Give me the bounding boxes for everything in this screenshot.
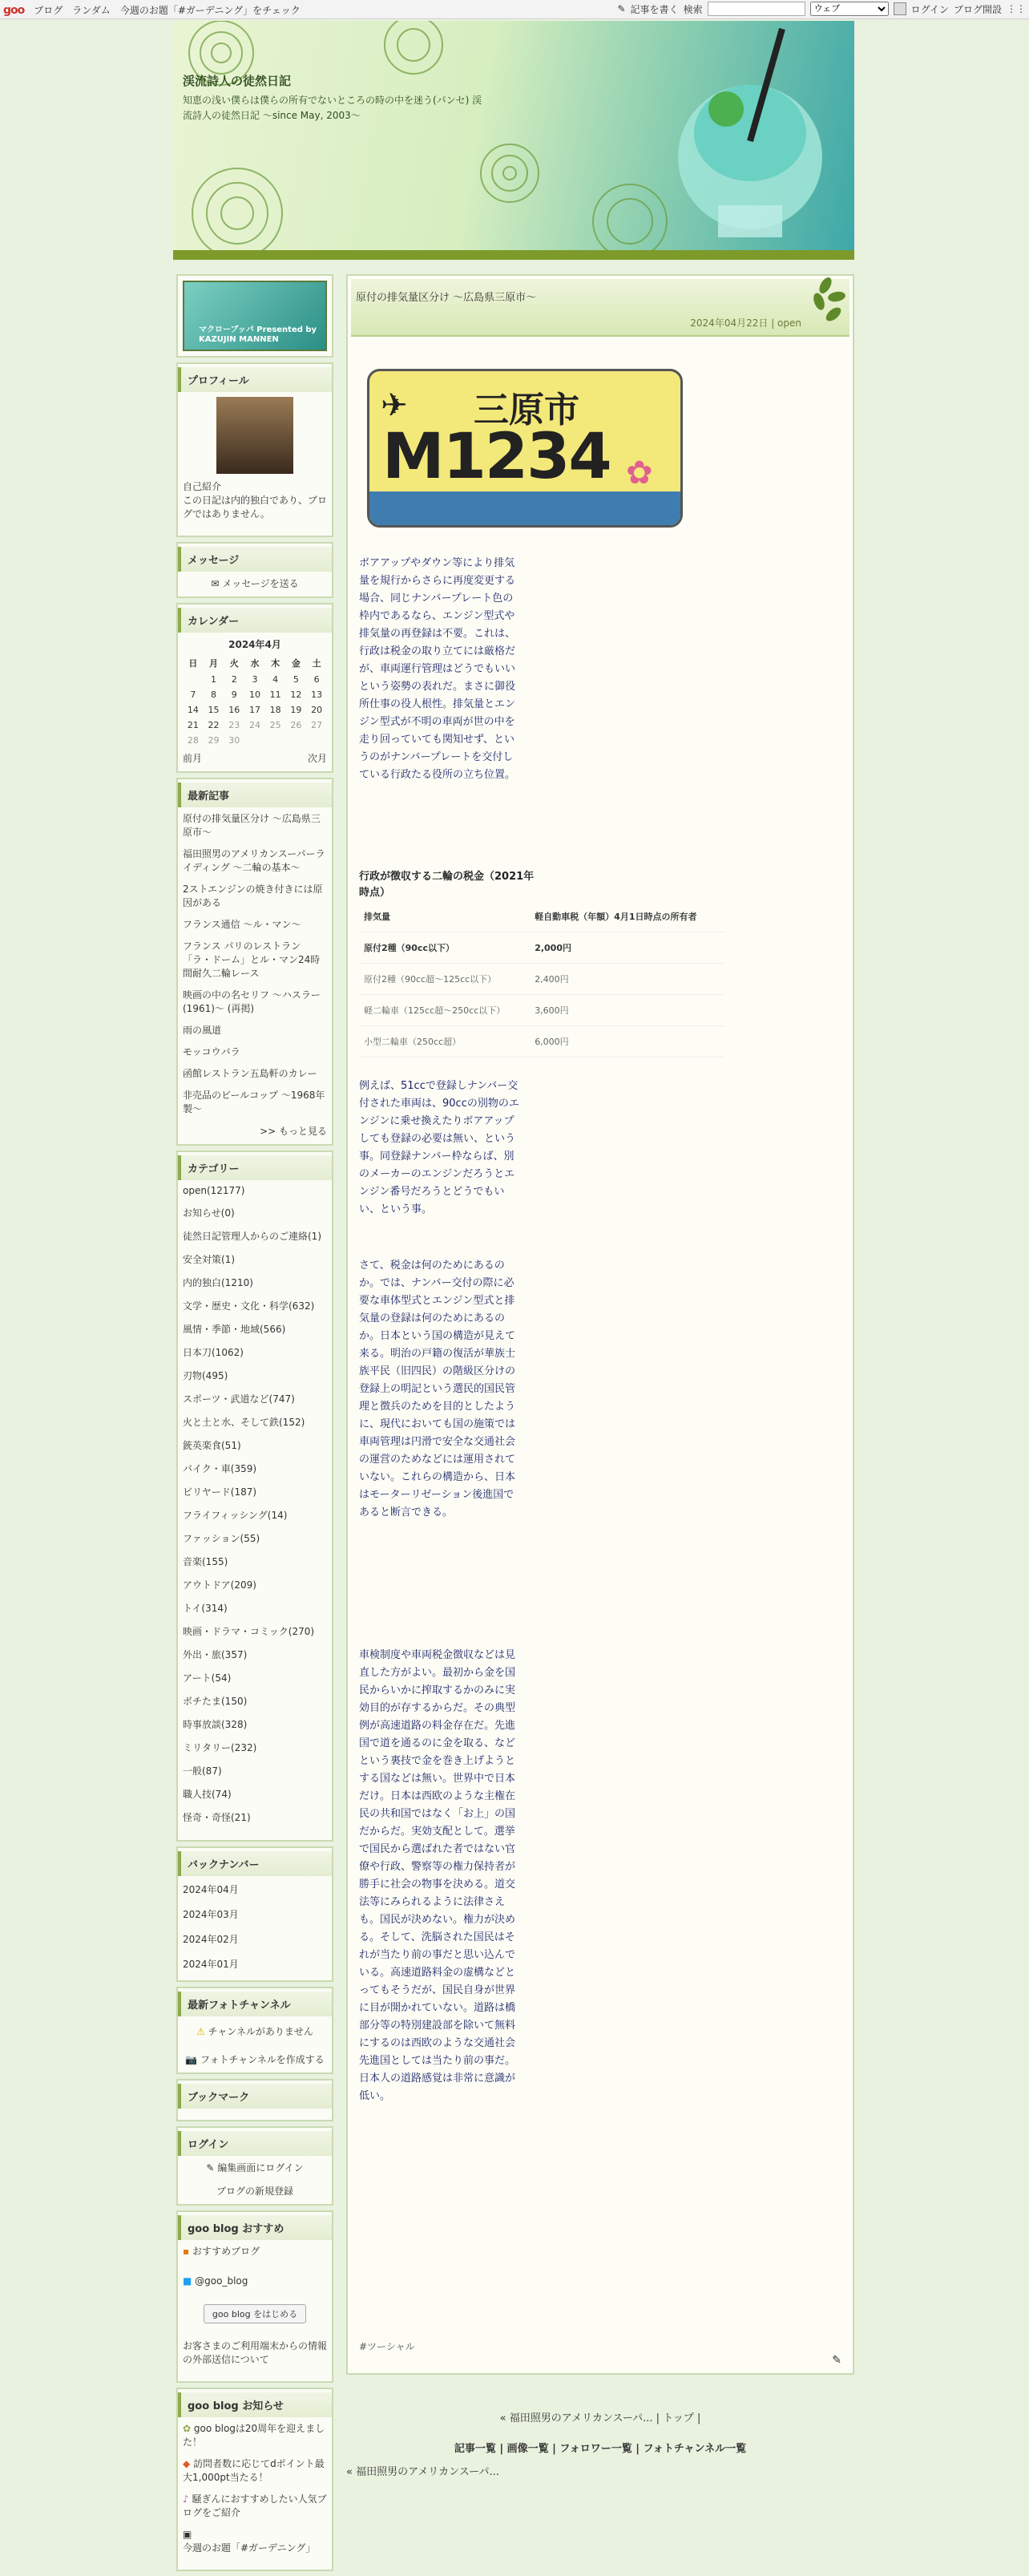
profile-avatar[interactable] [216, 397, 293, 474]
profile-box [176, 362, 333, 537]
calendar-day: 29 [208, 735, 220, 746]
edit-pencil-icon[interactable]: ✎ [832, 2354, 841, 2367]
calendar-day[interactable]: 7 [190, 689, 196, 700]
recent-article-link[interactable]: 函館レストラン五島軒のカレー [183, 1068, 317, 1079]
tax-cell: 軽二輪車（125cc超～250cc以下） [359, 995, 530, 1026]
plate-number: M1234 [382, 421, 611, 493]
category-link[interactable]: 一般(87) [183, 1765, 222, 1777]
category-box [176, 1151, 333, 1842]
backnumber-link[interactable]: 2024年01月 [183, 1959, 239, 1970]
open-blog-link[interactable]: ブログ開設 [953, 3, 1002, 15]
message-heading: メッセージ [178, 547, 332, 572]
twitter-link[interactable]: @goo_blog [195, 2275, 248, 2287]
banner-image[interactable] [183, 281, 327, 351]
blog-description: 知恵の浅い僕らは僕らの所有でないところの時の中を迷う(パンセ) 渓流詩人の徒然日記 ～since May, 2003～ [183, 95, 482, 121]
bookmark-icon: ▪ [183, 2246, 190, 2257]
photo-channel-box [176, 1987, 333, 2074]
article-paragraph-4: 車検制度や車両税金徴収などは見直した方がよい。最初から金を国民からいかに搾取するかのみに実効目的が存するからだ。その典型例が高速道路の料金存在だ。先進国で道を通るのに金を取る、などという裏技で金を巻き上げようとする国などは無い。世界中で日本だけ。日本は西欧のような主権在民の共和国ではなく「お上」の国だからだ。実効支配として。選挙で国民から選ばれた者ではない官僚や行政、警察等の権力保持者が勝手に社会の物事を決める。道交法等にみられるように法律さえも。国民が決めない。権力が決める。そして、洗脳された国民はそれが当たり前の事だと思い込んでいる。高速道路料金の虚構などとってもそうだが、国民自身が世界に目が開かれていない。道路は橋部分等の特別建設部を除いて無料にするのは西欧のような交通社会先進国としては当たり前の事だ。日本人の道路感覚は非常に意識が低い。 [359, 1649, 516, 2102]
tax-header: 排気量 [359, 901, 530, 932]
recent-article-link[interactable]: フランス通信 ～ル・マン～ [183, 919, 301, 930]
category-link[interactable]: 職人技(74) [183, 1789, 232, 1800]
calendar-day[interactable]: 5 [293, 674, 299, 685]
profile-intro-label: 自己紹介 [183, 481, 222, 492]
search-button[interactable] [894, 2, 906, 15]
diamond-icon: ◆ [183, 2458, 191, 2469]
recent-article-link[interactable]: フランス パリのレストラン「ラ・ドーム」とル・マン24時間耐久二輪レース [183, 940, 321, 979]
category-link[interactable]: 刃物(495) [183, 1370, 228, 1381]
article-paragraph-3: さて、税金は何のためにあるのか。では、ナンバー交付の際に必要な車体型式とエンジン型式と排気量の登録は何のためにあるのか。日本という国の構造が見えて来る。明治の戸籍の復活が華族士族平民（旧四民）の階級区分けの登録上の明記という選民的国民管理と徴兵のためを目的としたように、現代においても国の施策では車両管理は円滑で安全な交通社会の運営のためなどには運用されていない。これらの構造から、日本はモーターリゼーション後進国であると断言できる。 [359, 1260, 516, 1519]
no-channel-text: チャンネルがありません [208, 2026, 313, 2037]
category-link[interactable]: 徒然日記管理人からのご連絡(1) [183, 1231, 321, 1242]
article-title[interactable]: 原付の排気量区分け ～広島県三原市～ [356, 292, 537, 304]
recent-article-link[interactable]: 福田照男のアメリカンスーパーライディング ～二輪の基本～ [183, 848, 325, 873]
calendar-caption: 2024年4月 [228, 639, 281, 650]
calendar-day[interactable]: 11 [269, 689, 281, 700]
news-link[interactable]: 騒ぎんにおすすめしたい人気ブログをご紹介 [183, 2493, 327, 2518]
login-heading: ログイン [178, 2131, 332, 2156]
note-icon: ♪ [183, 2493, 189, 2505]
article-footer-nav [346, 2410, 854, 2458]
calendar-day: 27 [311, 720, 323, 730]
edit-login-link[interactable]: 編集画面にログイン [217, 2162, 304, 2174]
calendar-day: 23 [228, 720, 240, 730]
tax-cell: 6,000円 [530, 1026, 724, 1057]
category-link[interactable]: 外出・旅(357) [183, 1649, 248, 1660]
profile-intro: この日記は内的独白であり、ブログではありません。 [183, 495, 328, 520]
calendar-day[interactable]: 10 [248, 689, 260, 700]
plate-city: 三原市 [474, 390, 579, 431]
grid-menu-icon[interactable]: ⋮⋮ [1007, 3, 1026, 14]
calendar-day[interactable]: 8 [211, 689, 217, 700]
weekday: 木 [271, 658, 280, 669]
category-link[interactable]: 時事放談(328) [183, 1719, 248, 1730]
sidebar [176, 274, 333, 2576]
header-lace-decoration [173, 21, 854, 250]
tax-table-title: 行政が徴収する二輪の税金（2021年時点） [359, 871, 535, 899]
category-link[interactable]: トイ(314) [183, 1603, 228, 1614]
calendar-day[interactable]: 17 [248, 705, 260, 715]
global-toolbar [0, 0, 1029, 19]
start-blog-button[interactable]: goo blog をはじめる [204, 2304, 306, 2323]
calendar-day[interactable]: 12 [290, 689, 302, 700]
tax-header: 軽自動車税（年額）4月1日時点の所有者 [530, 901, 724, 932]
weekday: 金 [291, 658, 301, 669]
category-link[interactable]: アート(54) [183, 1672, 232, 1684]
calendar-day[interactable]: 4 [272, 674, 279, 685]
calendar-day[interactable]: 22 [208, 720, 220, 730]
category-link[interactable]: 火と土と水、そして鉄(152) [183, 1417, 305, 1428]
prev-next-nav[interactable]: « 福田照男のアメリカンスーパ... | トップ | [499, 2412, 701, 2424]
calendar-day: 26 [290, 720, 302, 730]
recent-article-link[interactable]: 映画の中の名セリフ ～ハスラー(1961)～ (再掲) [183, 989, 321, 1014]
article-header [351, 279, 849, 337]
calendar-day[interactable]: 16 [228, 705, 240, 715]
calendar-day[interactable]: 19 [290, 705, 302, 715]
backnumber-box [176, 1846, 333, 1982]
recommend-blog-link[interactable]: おすすめブログ [192, 2246, 260, 2257]
weekday: 月 [209, 658, 219, 669]
license-plate-image[interactable] [367, 369, 683, 528]
topbar-link-theme[interactable]: 今週のお題「#ガーデニング」をチェック [119, 5, 301, 16]
calendar-day: 24 [248, 720, 260, 730]
leaf-icon: ✿ [183, 2423, 192, 2434]
bookmark-heading: ブックマーク [178, 2084, 332, 2109]
tax-cell: 原付2種（90cc超～125cc以下） [359, 964, 530, 995]
topbar-link-blog[interactable]: ブログ [34, 5, 63, 16]
category-link[interactable]: open(12177) [183, 1185, 245, 1196]
calendar-day [183, 672, 204, 687]
recommend-box [176, 2210, 333, 2383]
weekday: 火 [229, 658, 239, 669]
topbar-link-random[interactable]: ランダム [72, 5, 111, 16]
weekday: 水 [250, 658, 260, 669]
article-category[interactable]: open [777, 317, 801, 329]
calendar-next-link[interactable]: 次月 [307, 753, 327, 764]
category-link[interactable]: バイク・車(359) [183, 1463, 257, 1474]
news-box [176, 2388, 333, 2571]
goo-logo[interactable]: goo [3, 3, 25, 17]
recent-article-link[interactable]: モッコウバラ [183, 1046, 240, 1057]
list-links[interactable]: 記事一覧 | 画像一覧 | フォロワー一覧 | フォトチャンネル一覧 [454, 2443, 747, 2455]
article-tag[interactable]: #ツーシャル [359, 2341, 415, 2352]
search-input[interactable] [708, 2, 805, 16]
news-link[interactable]: 今週のお題「#ガーデニング」 [183, 2542, 316, 2554]
category-link[interactable]: ボチたま(150) [183, 1696, 248, 1707]
category-link[interactable]: アウトドア(209) [183, 1579, 256, 1591]
backnumber-link[interactable]: 2024年03月 [183, 1909, 239, 1920]
category-link[interactable]: 銃英楽食(51) [183, 1440, 241, 1451]
message-box [176, 542, 333, 598]
calendar-box [176, 603, 333, 773]
blog-title[interactable]: 渓流詩人の徒然日記 [183, 74, 292, 88]
article-paragraph-2: 例えば、51ccで登録しナンバー交付された車両は、90ccの別物のエンジンに乗せ換えたりボアアップしても登録の必要は無い、という事。同登録ナンバー枠ならば、別のメーカーのエンジンだろうとエンジン番号だろうとどうでもいい、という事。 [359, 1080, 519, 1215]
twitter-icon: ■ [183, 2275, 192, 2287]
category-link[interactable]: 風情・季節・地域(566) [183, 1324, 286, 1335]
more-articles-link[interactable]: >> もっと見る [260, 1126, 327, 1137]
tax-cell: 2,400円 [530, 964, 724, 995]
backnumber-link[interactable]: 2024年04月 [183, 1884, 239, 1895]
pencil-icon: ✎ [206, 2162, 215, 2174]
category-link[interactable]: 怪奇・奇怪(21) [183, 1812, 251, 1823]
register-link[interactable]: ブログの新規登録 [216, 2186, 293, 2197]
write-article-link[interactable]: 記事を書く [630, 3, 679, 15]
banner-text: マクローブッパ Presented by KAZUJIN MANNEN [199, 326, 317, 344]
article-meta: 2024年04月22日 | open [690, 317, 801, 329]
calendar-day[interactable]: 2 [231, 674, 237, 685]
category-heading: カテゴリー [178, 1155, 332, 1180]
calendar-day[interactable]: 15 [208, 705, 220, 715]
category-link[interactable]: 日本刀(1062) [183, 1347, 244, 1358]
category-link[interactable]: ミリタリー(232) [183, 1742, 257, 1753]
news-heading: goo blog お知らせ [178, 2392, 332, 2417]
news-link[interactable]: goo blogは20周年を迎えました！ [183, 2423, 325, 2448]
recent-article-link[interactable]: 2ストエンジンの焼き付きには原因がある [183, 884, 323, 908]
recent-article-link[interactable]: 原付の排気量区分け ～広島県三原市～ [183, 813, 321, 838]
category-link[interactable]: スポーツ・武道など(747) [183, 1393, 295, 1405]
category-link[interactable]: 安全対策(1) [183, 1254, 235, 1265]
tax-table [359, 901, 724, 1057]
blog-header [173, 21, 854, 250]
calendar-table [183, 654, 327, 748]
banner-box [176, 274, 333, 358]
calendar-day: 28 [187, 735, 199, 746]
bookmark-box [176, 2079, 333, 2121]
recent-heading: 最新記事 [178, 783, 332, 807]
airplane-icon: ✈ [381, 387, 408, 424]
photo-heading: 最新フォトチャンネル [178, 1992, 332, 2016]
previous-article-link[interactable]: « 福田照男のアメリカンスーパ... [346, 2466, 499, 2478]
recent-article-link[interactable]: 雨の風道 [183, 1025, 222, 1036]
login-link[interactable]: ログイン [910, 3, 949, 15]
leaf-decoration-icon [801, 274, 849, 330]
tax-cell: 2,000円 [530, 932, 724, 964]
article [346, 274, 854, 2375]
category-link[interactable]: お知らせ(0) [183, 1207, 235, 1219]
category-link[interactable]: 内的独白(1210) [183, 1277, 253, 1288]
warning-icon: ⚠ [196, 2026, 205, 2037]
search-label: 検索 [683, 3, 703, 15]
weekday: 日 [188, 658, 198, 669]
calendar-prev-link[interactable]: 前月 [183, 753, 203, 764]
tax-cell: 3,600円 [530, 995, 724, 1026]
backnumber-heading: バックナンバー [178, 1851, 332, 1876]
recent-articles-box [176, 778, 333, 1146]
calendar-day[interactable]: 1 [211, 674, 217, 685]
category-link[interactable]: ファッション(55) [183, 1533, 260, 1544]
tax-cell: 原付2種（90cc以下） [359, 932, 530, 964]
create-channel-link[interactable]: フォトチャンネルを作成する [200, 2054, 325, 2065]
news-link[interactable]: 訪問者数に応じてdポイント最大1,000pt当たる！ [183, 2458, 325, 2483]
calendar-day[interactable]: 3 [252, 674, 258, 685]
header-divider [173, 250, 854, 260]
calendar-day[interactable]: 9 [231, 689, 237, 700]
calendar-day: 25 [269, 720, 281, 730]
category-link[interactable]: 文学・歴史・文化・科学(632) [183, 1300, 315, 1312]
weekday: 土 [312, 658, 321, 669]
category-link[interactable]: 映画・ドラマ・コミック(270) [183, 1626, 315, 1637]
profile-heading: プロフィール [178, 367, 332, 392]
login-box [176, 2126, 333, 2206]
flower-icon: ✿ [626, 455, 653, 491]
article-date[interactable]: 2024年04月22日 [690, 317, 769, 329]
category-link[interactable]: フライフィッシング(14) [183, 1510, 288, 1521]
recent-article-link[interactable]: 非売品のビールコップ ～1968年製～ [183, 1090, 325, 1114]
category-link[interactable]: 音楽(155) [183, 1556, 228, 1567]
calendar-day[interactable]: 6 [313, 674, 320, 685]
envelope-icon: ✉ [211, 578, 220, 589]
backnumber-link[interactable]: 2024年02月 [183, 1934, 239, 1945]
article-paragraph-1: ボアアップやダウン等により排気量を規行からさらに再度変更する場合、同じナンバープレート色の枠内であるなら、エンジン型式や排気量の再登録は不要。これは、行政は税金の取り立てには厳格だが、車両運行管理はどうでもいいという姿勢の表れだ。まさに御役所仕事の役人根性。排気量とエンジン型式が不明の車両が世の中を走り回っていても関知せず、というのがナンバープレートを交付している行政たる役所の立ち位置。 [359, 557, 516, 781]
camera-icon: 📷 [185, 2054, 198, 2065]
tax-cell: 小型二輪車（250cc超） [359, 1026, 530, 1057]
recommend-heading: goo blog おすすめ [178, 2215, 332, 2240]
calendar-heading: カレンダー [178, 608, 332, 633]
send-message-link[interactable]: メッセージを送る [222, 578, 299, 589]
pencil-icon: ✎ [617, 3, 626, 14]
theme-icon: ▣ [183, 2529, 192, 2540]
calendar-day[interactable]: 20 [311, 705, 323, 715]
category-link[interactable]: ビリヤード(187) [183, 1486, 257, 1498]
calendar-day[interactable]: 21 [187, 720, 199, 730]
privacy-link[interactable]: お客さまのご利用端末からの情報の外部送信について [183, 2340, 328, 2365]
calendar-day[interactable]: 18 [269, 705, 281, 715]
calendar-day[interactable]: 14 [187, 705, 199, 715]
calendar-day: 30 [228, 735, 240, 746]
calendar-day[interactable]: 13 [311, 689, 323, 700]
search-scope-select[interactable] [810, 2, 889, 16]
